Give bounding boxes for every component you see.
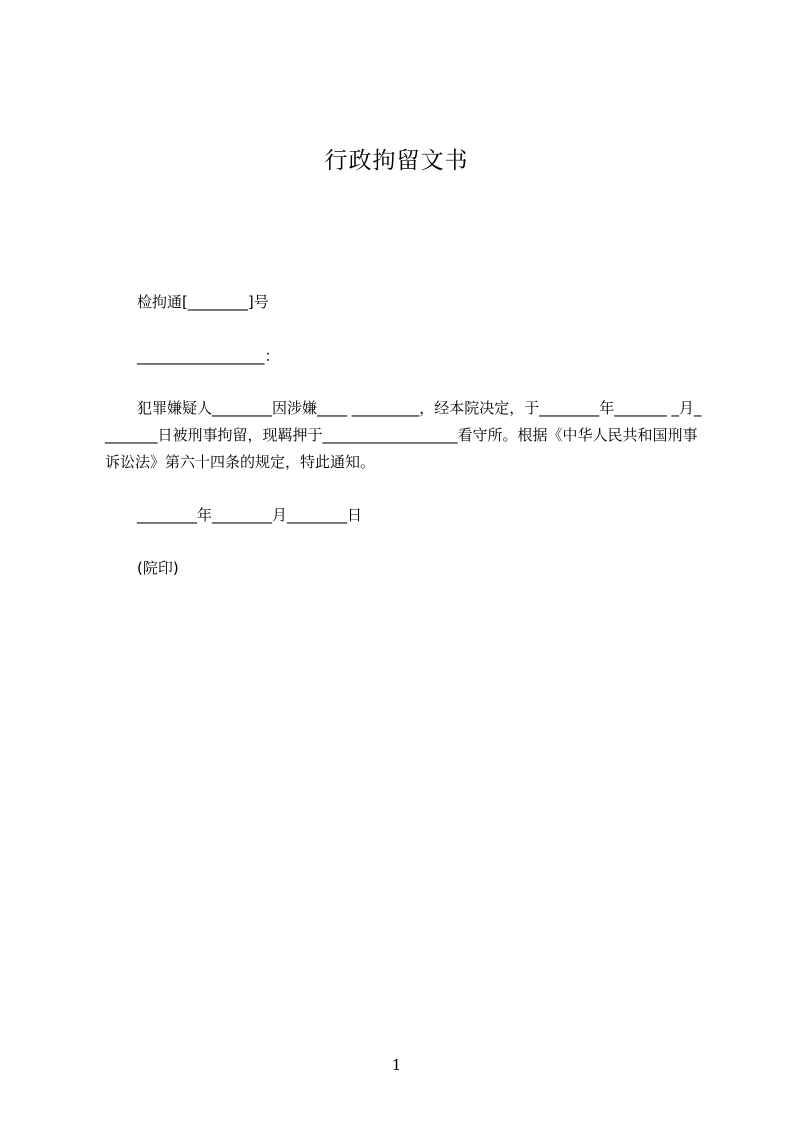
addressee-line: _________________： (137, 347, 280, 365)
document-title: 行政拘留文书 (324, 148, 469, 174)
notice-body-paragraph: 犯罪嫌疑人________因涉嫌____ _________，经本院决定，于________年_______ _月________日被刑事拘留，现羁押于__________________看守所。根据《中华人民共和国刑事诉讼法》第六十四条的规定，特此通知。 (105, 399, 702, 471)
page-number: 1 (391, 1056, 402, 1074)
seal-line: (院印) (137, 559, 179, 577)
reference-number-line: 检拘通[________]号 (137, 293, 269, 311)
date-line: ________年________月________日 (137, 506, 363, 524)
